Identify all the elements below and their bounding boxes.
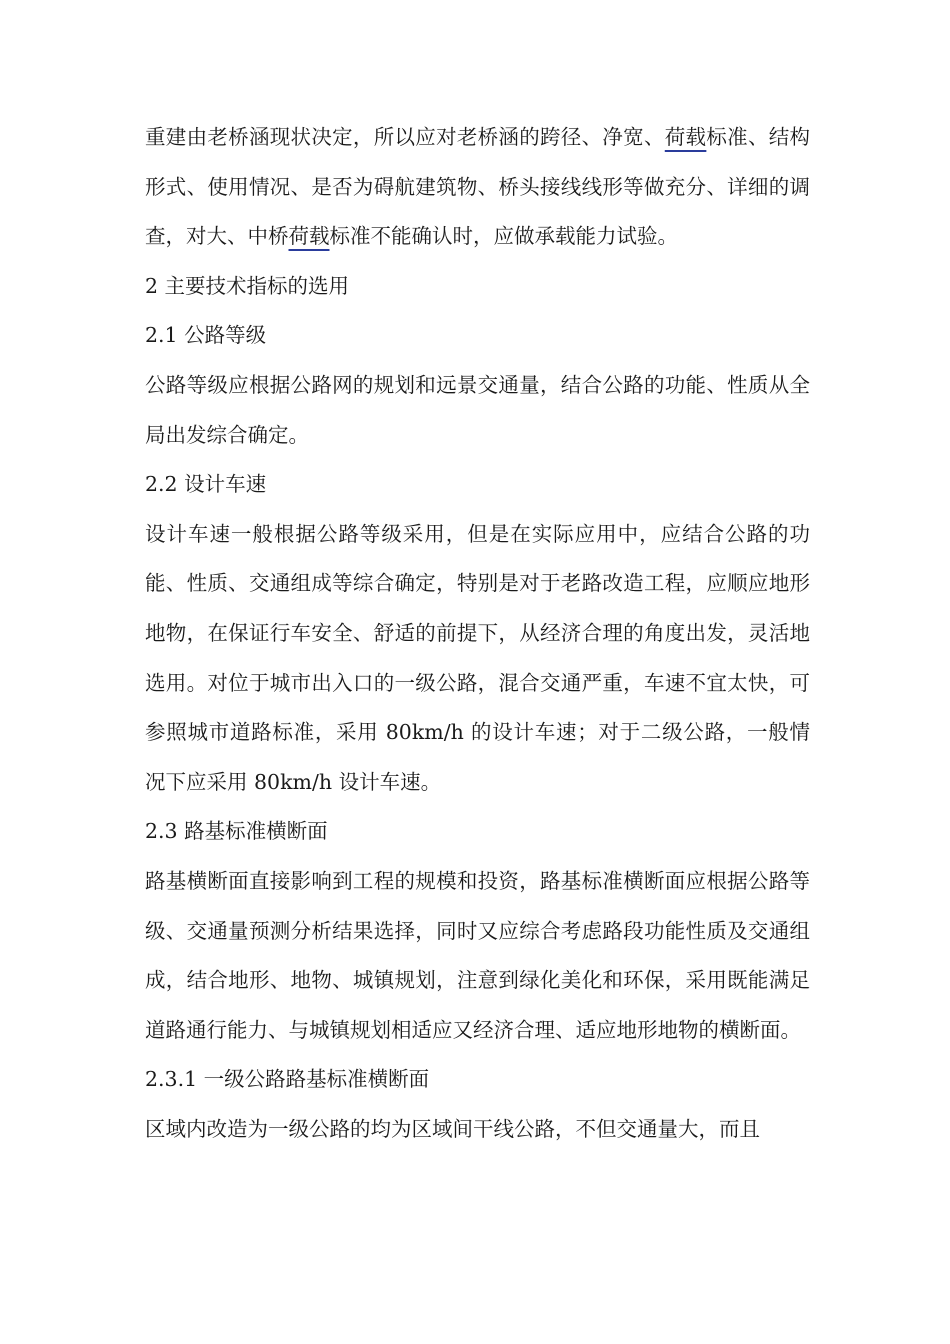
paragraph-text: 设计车速一般根据公路等级采用，但是在实际应用中，应结合公路的功能、性质、交通组成等综合确定，特别是对于老路改造工程，应顺应地形地物，在保证行车安全、舒适的前提下，从经济合理的角度出发，灵活地选用。对位于城市出入口的一级公路，混合交通严重，车速不宜太快，可参照城市道路标准，采用 80km/h 的设计车速；对于二级公路，一般情况下应采用 80km/h 设计车速。: [145, 521, 810, 794]
heading-2-2: 2.2 设计车速: [145, 472, 267, 497]
paragraph-2-3-1: [145, 1105, 810, 1155]
paragraph-text: 路基横断面直接影响到工程的规模和投资，路基标准横断面应根据公路等级、交通量预测分析结果选择，同时又应综合考虑路段功能性质及交通组成，结合地形、地物、城镇规划，注意到绿化美化和环保，采用既能满足道路通行能力、与城镇规划相适应又经济合理、适应地形地物的横断面。: [145, 868, 810, 1042]
heading-2-3: 2.3 路基标准横断面: [145, 819, 328, 844]
paragraph-text: 重建由老桥涵现状决定，所以应对老桥涵的跨径、净宽、: [145, 125, 665, 149]
paragraph-2-3: [145, 857, 810, 1055]
paragraph-text: 区域内改造为一级公路的均为区域间干线公路，不但交通量大，而且: [145, 1116, 760, 1141]
paragraph-2-2: [145, 510, 810, 808]
intro-paragraph: [145, 113, 810, 262]
underlined-term: 荷载: [664, 125, 707, 149]
paragraph-2-1: [145, 361, 810, 460]
heading-2: 2 主要技术指标的选用: [145, 273, 350, 298]
paragraph-text: 标准、结构形式、使用情况、是否为碍航建筑物、桥头接线线形等做充分、详细的调查，对大、中桥: [145, 125, 811, 249]
heading-2-1: 2.1 公路等级: [145, 323, 267, 348]
document-body: [145, 113, 810, 1154]
underlined-term: 荷载: [288, 224, 330, 249]
heading-2-3-1: 2.3.1 一级公路路基标准横断面: [145, 1067, 430, 1092]
paragraph-text: 标准不能确认时，应做承载能力试验。: [329, 224, 678, 249]
paragraph-text: 公路等级应根据公路网的规划和远景交通量，结合公路的功能、性质从全局出发综合确定。: [145, 372, 810, 447]
